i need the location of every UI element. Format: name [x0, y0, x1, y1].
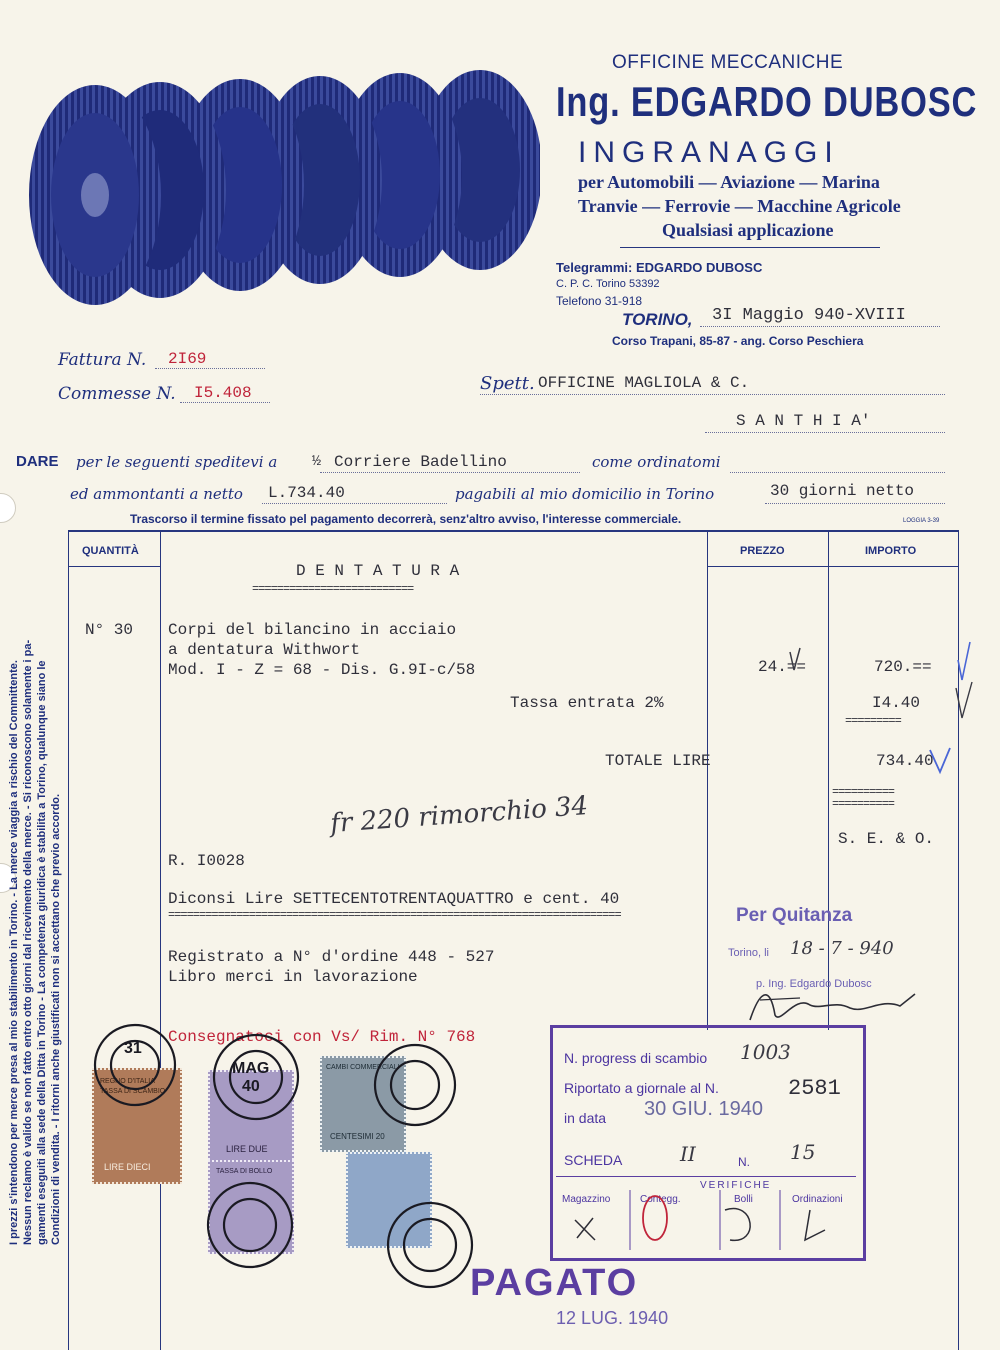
print-code: LOGGIA 3-39: [903, 518, 940, 524]
amount-line: [262, 503, 447, 504]
quietanza-signer: p. Ing. Edgardo Dubosc: [756, 978, 872, 990]
company-name: Ing. EDGARDO DUBOSC: [556, 78, 978, 125]
reported-label: Riportato a giornale al N.: [564, 1080, 719, 1096]
table-top-rule: [68, 530, 958, 532]
price-header: PREZZO: [740, 545, 785, 557]
fattura-number: 2I69: [168, 350, 207, 368]
stamp1-value: LIRE DIECI: [104, 1162, 151, 1172]
registered-note: Registrato a N° d'ordine 448 - 527: [168, 948, 495, 966]
gears-illustration: [20, 60, 540, 320]
city-line: [705, 432, 945, 433]
tax-amount: I4.40: [872, 694, 921, 712]
verifiche-label: VERIFICHE: [700, 1180, 772, 1191]
unit-price: 24.==: [758, 658, 807, 676]
price-header-rule: [707, 566, 958, 567]
interest-notice: Trascorso il termine fissato pel pagamento decorrerà, senz'altro avviso, l'interesse commerciale.: [130, 512, 682, 526]
total-label: TOTALE LIRE: [605, 752, 711, 770]
book-note: Libro merci in lavorazione: [168, 968, 418, 986]
tax-label: Tassa entrata 2%: [510, 694, 664, 712]
qty-header: QUANTITÀ: [82, 545, 139, 557]
order-line: [730, 472, 945, 473]
line-amount: 720.==: [874, 658, 932, 676]
terms-line1-a: per le seguenti speditevi a: [76, 453, 278, 471]
reported-value: 2581: [788, 1076, 841, 1101]
stamp2-value: LIRE DUE: [226, 1144, 268, 1154]
cancel-month: MAG: [232, 1060, 270, 1077]
date-label: in data: [564, 1110, 607, 1126]
commesse-number: I5.408: [194, 384, 252, 402]
stamp3-cambi: CAMBI COMMERCIALI: [326, 1064, 400, 1071]
city: TORINO,: [622, 310, 693, 329]
amount-header: IMPORTO: [865, 545, 917, 557]
divider: [620, 247, 880, 248]
uses-line1: per Automobili — Aviazione — Marina: [578, 172, 880, 192]
terms-line2-a: ed ammontanti a netto: [70, 485, 243, 503]
table-price-rule-left: [707, 530, 708, 1030]
invoice-date: 3I Maggio 940-XVIII: [712, 306, 906, 325]
stamp3-value: CENTESIMI 20: [330, 1132, 385, 1141]
paid-date: 12 LUG. 1940: [556, 1308, 669, 1328]
scheda-label: SCHEDA: [564, 1152, 623, 1168]
side-note-4: Condizioni di vendita. - I ritorni anche giustificati non si accettano che previo accordo.: [50, 793, 62, 1245]
quietanza-place: Torino, li: [728, 947, 769, 959]
col-magazzino: Magazzino: [562, 1194, 611, 1205]
letterhead-line1: OFFICINE MECCANICHE: [612, 52, 844, 73]
quietanza-date: 18 - 7 - 940: [790, 938, 894, 959]
uses-line2: Tranvie — Ferrovie — Macchine Agricole: [578, 196, 901, 216]
handwritten-signature: [740, 980, 930, 1030]
postmark-cancellations: [80, 1015, 510, 1305]
commesse-label: Commesse N.: [58, 384, 176, 404]
pencil-note: fr 220 rimorchio 34: [329, 791, 590, 839]
dare-label: DARE: [16, 453, 59, 470]
net-amount: L.734.40: [268, 484, 345, 502]
seo-note: S. E. & O.: [838, 830, 935, 848]
punch-hole: [0, 493, 16, 523]
payment-terms: 30 giorni netto: [770, 482, 915, 500]
consigned-note: Consegnatoci con Vs/ Rim. N° 768: [168, 1028, 476, 1046]
product-name: INGRANAGGI: [578, 136, 840, 169]
fattura-line: [155, 368, 265, 369]
n-label: N.: [738, 1155, 750, 1169]
address: Corso Trapani, 85-87 - ang. Corso Peschiera: [612, 334, 864, 348]
date-line: [700, 326, 940, 327]
section-underline: ==========================: [252, 582, 414, 596]
date-value: 30 GIU. 1940: [644, 1098, 763, 1120]
commesse-line: [180, 402, 270, 403]
scheda-value: II: [680, 1142, 696, 1166]
quietanza-title: Per Quitanza: [736, 905, 853, 926]
ref-number: R. I0028: [168, 852, 245, 870]
stamp1-sub: TASSA DI SCAMBIO: [100, 1088, 166, 1095]
phone: Telefono 31-918: [556, 294, 643, 308]
col-ordinazioni: Ordinazioni: [792, 1194, 843, 1205]
verifiche-grid-and-initials: [555, 1190, 855, 1250]
carrier-line: [320, 472, 580, 473]
cancel-day: 31: [124, 1040, 142, 1057]
section-title: D E N T A T U R A: [296, 562, 460, 580]
col-contegg: Contegg.: [640, 1194, 681, 1205]
check-marks: [780, 640, 980, 780]
carrier: Corriere Badellino: [334, 453, 507, 471]
stamp1-top: REGNO D'ITALIA: [100, 1078, 155, 1085]
item-desc-1: Corpi del bilancino in acciaio: [168, 621, 457, 639]
terms-line2-b: pagabili al mio domicilio in Torino: [455, 485, 715, 503]
side-note-3: gamenti eseguiti alla sede della Ditta in Torino - La competenza giuridica è stabilita a Torino, qualunque siano le: [36, 660, 48, 1245]
recipient-name: OFFICINE MAGLIOLA & C.: [538, 374, 750, 392]
total-underline: ========== ==========: [832, 785, 895, 811]
recipient-city: S A N T H I A': [736, 412, 871, 430]
col-bolli: Bolli: [734, 1194, 753, 1205]
progress-value: 1003: [740, 1040, 791, 1064]
item-qty: N° 30: [85, 621, 134, 639]
fattura-label: Fattura N.: [58, 350, 147, 370]
amount-in-words: Diconsi Lire SETTECENTOTRENTAQUATTRO e cent. 40: [168, 890, 620, 908]
telegrams: Telegrammi: EDGARDO DUBOSC: [556, 260, 763, 275]
spett-label: Spett.: [480, 373, 535, 394]
cancel-year: 40: [242, 1078, 260, 1095]
paid-stamp: PAGATO: [470, 1262, 639, 1304]
item-desc-3: Mod. I - Z = 68 - Dis. G.9I-c/58: [168, 661, 476, 679]
terms-line1-c: come ordinatomi: [592, 453, 721, 471]
progress-label: N. progress di scambio: [564, 1050, 708, 1066]
total-amount: 734.40: [876, 752, 934, 770]
recipient-line: [480, 394, 945, 395]
side-note-1: I prezzi s'intendono per merce presa al mio stabilimento in Torino. - La merce viaggia a rischio del Committente.: [8, 660, 20, 1245]
verifiche-rule: [556, 1176, 856, 1177]
terms-line: [765, 503, 945, 504]
side-note-2: Nessun reclamo è valido se non fatto entro otto giorni dal ricevimento della merce. - Si riconoscono solamente i pa-: [22, 639, 34, 1245]
words-underline: =========================================================================: [168, 908, 621, 922]
tax-underline: =========: [845, 714, 901, 728]
table-left-rule: [68, 530, 69, 1350]
n-value: 15: [790, 1140, 816, 1164]
cpc: C. P. C. Torino 53392: [556, 278, 660, 290]
uses-line3: Qualsiasi applicazione: [662, 220, 834, 240]
stamp2-bollo: TASSA DI BOLLO: [216, 1168, 273, 1175]
terms-half: ½: [312, 453, 322, 470]
qty-header-rule: [68, 566, 160, 567]
item-desc-2: a dentatura Withwort: [168, 641, 361, 659]
